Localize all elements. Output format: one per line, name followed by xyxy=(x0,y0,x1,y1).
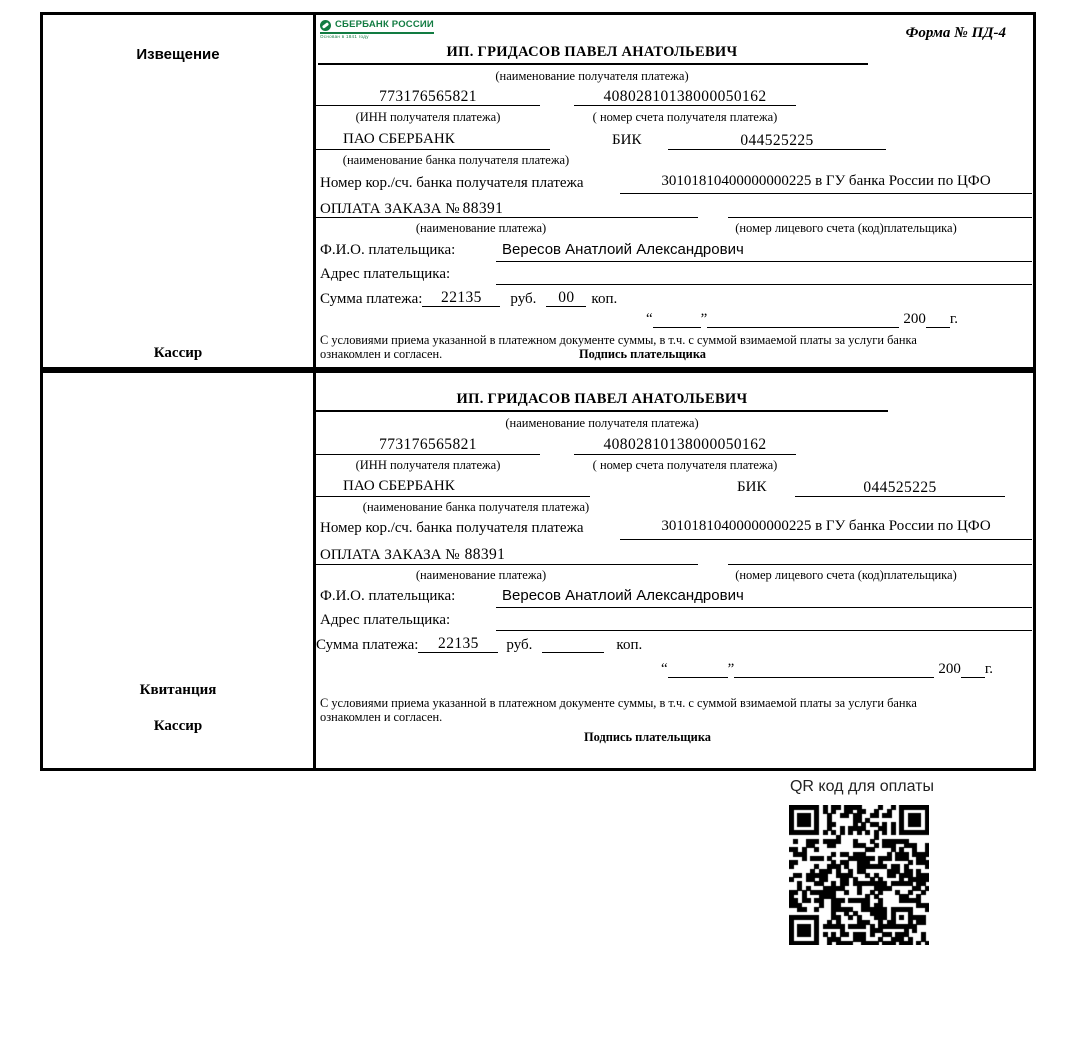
bik-label: БИК xyxy=(737,479,767,495)
quote-open: “ xyxy=(661,661,668,677)
recipient-name: ИП. ГРИДАСОВ ПАВЕЛ АНАТОЛЬЕВИЧ xyxy=(446,44,738,60)
payment-hint: (наименование платежа) xyxy=(415,568,547,582)
receipt-cashier-label: Кассир xyxy=(153,718,203,734)
korr-underline xyxy=(620,539,1032,540)
bik-underline xyxy=(668,149,886,150)
account-value: 40802810138000050162 xyxy=(603,436,767,453)
bik-value: 044525225 xyxy=(863,479,937,496)
year-line xyxy=(926,327,950,328)
year-prefix: 200 xyxy=(938,661,961,677)
recipient-hint: (наименование получателя платежа) xyxy=(505,416,699,430)
bik-underline xyxy=(795,496,1005,497)
rub-word: руб. xyxy=(510,290,537,307)
sum-rub-value: 22135 xyxy=(418,635,498,653)
rub-word: руб. xyxy=(506,636,533,653)
korr-label: Номер кор./сч. банка получателя платежа xyxy=(320,520,584,536)
order-number: 88391 xyxy=(464,546,506,563)
sum-kop-value: 00 xyxy=(546,289,586,307)
sberbank-logo xyxy=(320,20,434,40)
inn-hint: (ИНН получателя платежа) xyxy=(355,458,501,472)
receipt-side-column xyxy=(43,373,313,768)
quote-open: “ xyxy=(646,311,653,327)
sum-row xyxy=(320,289,617,307)
year-suffix: г. xyxy=(984,661,994,677)
agreement-line2: ознакомлен и согласен. xyxy=(320,710,443,724)
receipt-title: Квитанция xyxy=(139,682,217,698)
order-prefix: ОПЛАТА ЗАКАЗА № xyxy=(320,546,460,563)
kop-word: коп. xyxy=(591,290,618,307)
recipient-underline xyxy=(318,63,868,65)
year-suffix: г. xyxy=(949,311,959,327)
address-underline xyxy=(496,630,1032,631)
date-day-line xyxy=(668,677,728,678)
account-value: 40802810138000050162 xyxy=(603,88,767,105)
payer-underline xyxy=(496,607,1032,608)
korr-label: Номер кор./сч. банка получателя платежа xyxy=(320,175,584,191)
sberbank-logo-icon xyxy=(320,20,331,31)
qr-code-image xyxy=(789,805,929,945)
notice-form-area xyxy=(316,15,1033,367)
inn-underline xyxy=(316,454,540,455)
signature-label: Подпись плательщика xyxy=(584,730,711,744)
bank-name-value: ПАО СБЕРБАНК xyxy=(343,478,455,494)
order-number: 88391 xyxy=(462,200,504,217)
inn-hint: (ИНН получателя платежа) xyxy=(355,110,501,124)
payment-hint: (наименование платежа) xyxy=(415,221,547,235)
bank-name-underline xyxy=(316,149,550,150)
agreement-line1: С условиями приема указанной в платежном документе суммы, в т.ч. с суммой взимаемой платы за услуги банка xyxy=(320,696,917,710)
bank-hint: (наименование банка получателя платежа) xyxy=(342,153,570,167)
sum-label: Сумма платежа: xyxy=(316,636,419,653)
date-day-line xyxy=(653,327,701,328)
account-hint: ( номер счета получателя платежа) xyxy=(592,110,778,124)
inn-value: 773176565821 xyxy=(379,88,477,105)
inn-underline xyxy=(316,105,540,106)
notice-section xyxy=(40,12,1036,370)
bank-name-value: ПАО СБЕРБАНК xyxy=(343,131,455,147)
personal-hint: (номер лицевого счета (код)плательщика) xyxy=(735,221,957,235)
korr-value: 30101810400000000225 в ГУ банка России по ЦФО xyxy=(661,173,991,189)
account-underline xyxy=(574,454,796,455)
payer-label: Ф.И.О. плательщика: xyxy=(320,242,456,258)
payer-label: Ф.И.О. плательщика: xyxy=(320,588,456,604)
sum-row xyxy=(316,635,642,653)
recipient-underline xyxy=(316,410,888,412)
agreement-line1: С условиями приема указанной в платежном документе суммы, в т.ч. с суммой взимаемой платы за услуги банка xyxy=(320,333,917,347)
sum-rub-value: 22135 xyxy=(422,289,500,307)
kop-word: коп. xyxy=(616,636,643,653)
bank-hint: (наименование банка получателя платежа) xyxy=(362,500,590,514)
recipient-name: ИП. ГРИДАСОВ ПАВЕЛ АНАТОЛЬЕВИЧ xyxy=(456,391,748,407)
date-row xyxy=(646,311,958,328)
payer-value: Вересов Анатлоий Александрович xyxy=(502,587,744,604)
personal-account-underline xyxy=(728,217,1032,218)
inn-value: 773176565821 xyxy=(379,436,477,453)
signature-label: Подпись плательщика xyxy=(579,347,706,361)
year-line xyxy=(961,677,985,678)
qr-label: QR код для оплаты xyxy=(789,778,934,795)
sum-kop-value xyxy=(542,652,604,653)
notice-title: Извещение xyxy=(136,46,220,63)
account-hint: ( номер счета получателя платежа) xyxy=(592,458,778,472)
bank-name-underline xyxy=(316,496,590,497)
payer-value: Вересов Анатлоий Александрович xyxy=(502,241,744,258)
qr-block xyxy=(787,778,937,945)
sberbank-logo-tagline: Основан в 1841 году xyxy=(320,34,369,39)
address-label: Адрес плательщика: xyxy=(320,612,451,628)
order-prefix: ОПЛАТА ЗАКАЗА № xyxy=(320,200,460,217)
date-month-line xyxy=(734,677,934,678)
receipt-form-area xyxy=(316,373,1033,768)
year-prefix: 200 xyxy=(903,311,926,327)
date-row xyxy=(661,661,993,678)
bik-value: 044525225 xyxy=(740,132,814,149)
purpose-underline xyxy=(316,564,698,565)
recipient-hint: (наименование получателя платежа) xyxy=(495,69,689,83)
payment-purpose xyxy=(320,546,505,563)
receipt-section xyxy=(40,370,1036,771)
address-underline xyxy=(496,284,1032,285)
personal-account-underline xyxy=(728,564,1032,565)
date-month-line xyxy=(707,327,899,328)
quote-close: ” xyxy=(700,311,708,327)
sberbank-logo-text: СБЕРБАНК РОССИИ xyxy=(335,19,434,31)
sum-label: Сумма платежа: xyxy=(320,290,423,307)
notice-side-column xyxy=(43,15,313,367)
korr-underline xyxy=(620,193,1032,194)
personal-hint: (номер лицевого счета (код)плательщика) xyxy=(735,568,957,582)
address-label: Адрес плательщика: xyxy=(320,266,451,282)
agreement-line2: ознакомлен и согласен. xyxy=(320,347,443,361)
payer-underline xyxy=(496,261,1032,262)
form-number: Форма № ПД-4 xyxy=(905,25,1006,41)
account-underline xyxy=(574,105,796,106)
korr-value: 30101810400000000225 в ГУ банка России по ЦФО xyxy=(661,518,991,534)
bik-label: БИК xyxy=(612,132,642,148)
payment-purpose xyxy=(320,200,503,217)
notice-cashier-label: Кассир xyxy=(153,345,203,361)
quote-close: ” xyxy=(727,661,735,677)
purpose-underline xyxy=(316,217,698,218)
